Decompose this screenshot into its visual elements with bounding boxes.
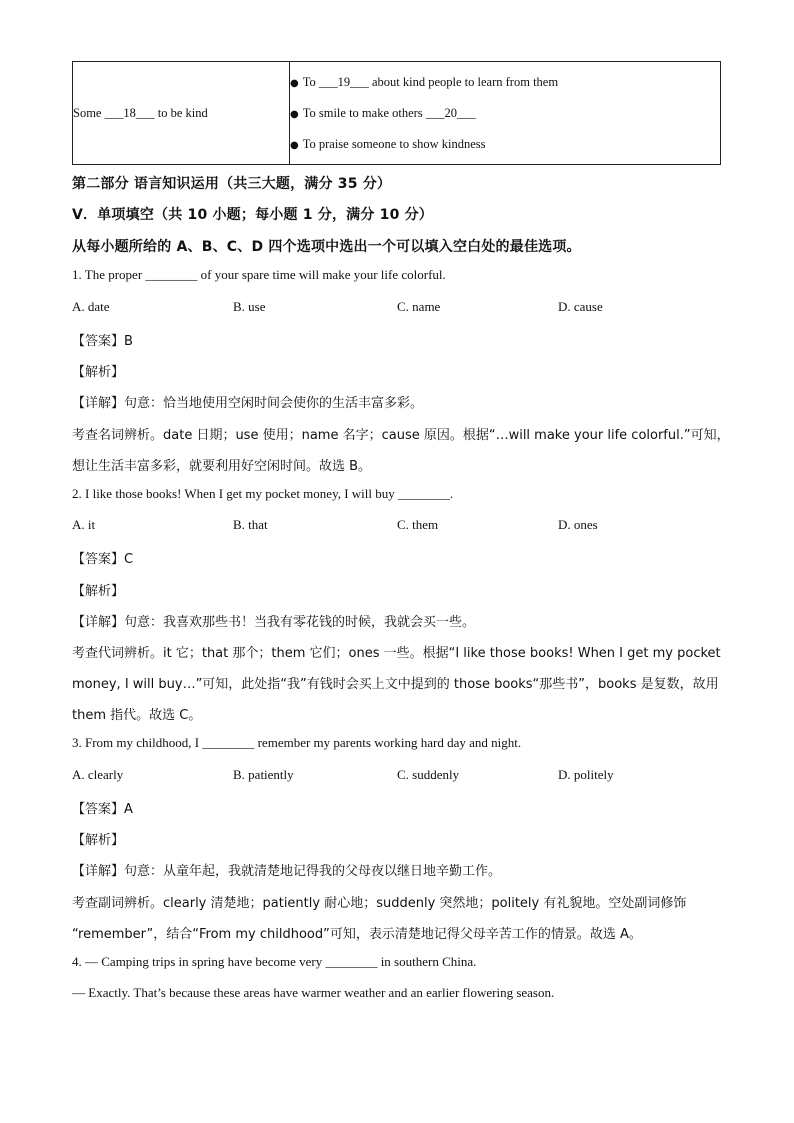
analysis-label: 【解析】: [72, 584, 125, 599]
table-left-cell: [73, 62, 290, 165]
question-stem: 4. — Camping trips in spring have become very ________ in southern China.: [72, 954, 477, 969]
option-a: A. date: [72, 299, 110, 314]
option-c: C. suddenly: [397, 767, 460, 782]
bullet-icon: ●: [290, 108, 299, 120]
detail-line: money, I will buy…”可知，此处指“我”有钱时会买上文中提到的 those books“那些书”，books 是复数，故用: [72, 677, 719, 692]
option-b: B. that: [233, 517, 268, 532]
instruction: 从每小题所给的 A、B、C、D 四个选项中选出一个可以填入空白处的最佳选项。: [72, 239, 581, 255]
table-bullet-item: ● To ___19___ about kind people to learn from them: [290, 74, 559, 89]
option-c: C. name: [397, 299, 441, 314]
question-stem: 2. I like those books! When I get my pocket money, I will buy ________.: [72, 486, 454, 501]
table-bullet-item: ● To smile to make others ___20___: [290, 105, 476, 120]
summary-table: [72, 61, 721, 165]
part-heading: 第二部分 语言知识运用（共三大题，满分 35 分）: [72, 176, 392, 192]
option-c: C. them: [397, 517, 439, 532]
answer-label: 【答案】C: [72, 552, 134, 567]
option-a: A. clearly: [72, 767, 124, 782]
bullet-icon: ●: [290, 77, 299, 89]
detail-line: 考查代词辨析。it 它；that 那个；them 它们；ones 一些。根据“I like those books! When I get my pocket: [72, 646, 721, 661]
option-a: A. it: [72, 517, 96, 532]
option-d: D. ones: [558, 517, 598, 532]
option-d: D. cause: [558, 299, 603, 314]
answer-label: 【答案】B: [72, 334, 133, 349]
detail-line: 【详解】句意：恰当地使用空闲时间会使你的生活丰富多彩。: [72, 396, 424, 411]
table-right-cell: [290, 62, 721, 165]
table-bullet-item: ● To praise someone to show kindness: [290, 136, 486, 151]
question-stem: 3. From my childhood, I ________ remember my parents working hard day and night.: [72, 735, 522, 750]
detail-line: 考查副词辨析。clearly 清楚地；patiently 耐心地；suddenly 突然地；politely 有礼貌地。空处副词修饰: [72, 896, 687, 911]
option-b: B. use: [233, 299, 266, 314]
detail-line: 考查名词辨析。date 日期；use 使用；name 名字；cause 原因。根据“…will make your life colorful.”可知，: [72, 428, 730, 443]
question-stem: 1. The proper ________ of your spare time will make your life colorful.: [72, 267, 446, 282]
question-dialogue-line: — Exactly. That’s because these areas have warmer weather and an earlier flowering season.: [72, 985, 555, 1000]
table-left-text: Some ___18___ to be kind: [73, 105, 208, 120]
detail-line: 【详解】句意：从童年起，我就清楚地记得我的父母夜以继日地辛勤工作。: [72, 864, 502, 879]
detail-line: 想让生活丰富多彩，就要利用好空闲时间。故选 B。: [72, 459, 372, 474]
bullet-icon: ●: [290, 139, 299, 151]
analysis-label: 【解析】: [72, 833, 125, 848]
detail-line: 【详解】句意：我喜欢那些书！当我有零花钱的时候，我就会买一些。: [72, 615, 476, 630]
option-d: D. politely: [558, 767, 614, 782]
sub-heading: V．单项填空（共 10 小题；每小题 1 分，满分 10 分）: [72, 207, 433, 223]
analysis-label: 【解析】: [72, 365, 125, 380]
answer-label: 【答案】A: [72, 802, 133, 817]
detail-line: “remember”，结合“From my childhood”可知，表示清楚地记得父母辛苦工作的情景。故选 A。: [72, 927, 642, 942]
detail-line: them 指代。故选 C。: [72, 708, 202, 723]
option-b: B. patiently: [233, 767, 294, 782]
